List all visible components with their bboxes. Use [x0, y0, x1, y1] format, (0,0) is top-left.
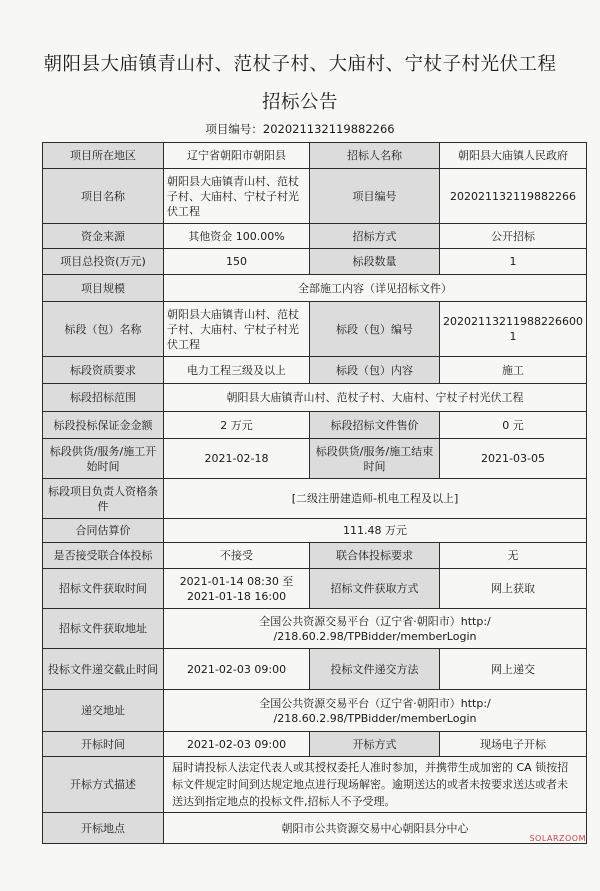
- cell-value: 全国公共资源交易平台（辽宁省·朝阳市）http:/ /218.60.2.98/TPBidder/memberLogin: [164, 690, 587, 732]
- cell-value: 1: [440, 249, 587, 275]
- cell-value: 施工: [440, 357, 587, 384]
- cell-label: 投标文件递交方法: [310, 649, 440, 690]
- cell-value: 0 元: [440, 412, 587, 439]
- cell-value: 其他资金 100.00%: [164, 224, 310, 249]
- cell-value: 202021132119882266001: [440, 302, 587, 357]
- cell-value: 2021-03-05: [440, 439, 587, 479]
- table-row: [43, 224, 587, 249]
- cell-value: 朝阳县大庙镇人民政府: [440, 143, 587, 169]
- watermark: SOLARZOOM: [529, 834, 586, 843]
- cell-label: 标段（包）内容: [310, 357, 440, 384]
- cell-label: 项目总投资(万元): [43, 249, 164, 275]
- cell-label: 项目所在地区: [43, 143, 164, 169]
- table-row: [43, 143, 587, 169]
- cell-value: 届时请投标人法定代表人或其授权委托人准时参加，并携带生成加密的 CA 锁按招标文件规定时间到达规定地点进行现场解密。逾期送达的或者未按要求送达或者未送达到指定地点的投标文件,招标人不予受理。: [164, 757, 587, 813]
- table-row: [43, 412, 587, 439]
- cell-value: 公开招标: [440, 224, 587, 249]
- cell-value: 辽宁省朝阳市朝阳县: [164, 143, 310, 169]
- cell-label: 标段招标范围: [43, 384, 164, 412]
- cell-label: 招标人名称: [310, 143, 440, 169]
- cell-value: 朝阳县大庙镇青山村、范杖子村、大庙村、宁杖子村光伏工程: [164, 169, 310, 224]
- cell-value: 朝阳市公共资源交易中心朝阳县分中心: [164, 813, 587, 844]
- cell-value: 不接受: [164, 543, 310, 569]
- cell-value: 电力工程三级及以上: [164, 357, 310, 384]
- table-row: [43, 169, 587, 224]
- cell-label: 招标文件获取时间: [43, 569, 164, 609]
- cell-value: 2021-01-14 08:30 至 2021-01-18 16:00: [164, 569, 310, 609]
- cell-value: 2021-02-18: [164, 439, 310, 479]
- cell-value: 朝阳县大庙镇青山村、范杖子村、大庙村、宁杖子村光伏工程: [164, 384, 587, 412]
- table-row: [43, 609, 587, 649]
- cell-value: 2 万元: [164, 412, 310, 439]
- cell-value: 2021-02-03 09:00: [164, 649, 310, 690]
- table-row: [43, 569, 587, 609]
- cell-label: 项目编号: [310, 169, 440, 224]
- cell-value: [二级注册建造师-机电工程及以上]: [164, 479, 587, 519]
- cell-value: 202021132119882266: [440, 169, 587, 224]
- table-row: [43, 543, 587, 569]
- cell-label: 开标时间: [43, 732, 164, 757]
- cell-label: 标段供货/服务/施工开始时间: [43, 439, 164, 479]
- cell-value: 无: [440, 543, 587, 569]
- cell-label: 资金来源: [43, 224, 164, 249]
- table-row: [43, 479, 587, 519]
- cell-label: 是否接受联合体投标: [43, 543, 164, 569]
- document-title: 朝阳县大庙镇青山村、范杖子村、大庙村、宁杖子村光伏工程: [43, 54, 557, 75]
- table-row: [43, 813, 587, 844]
- cell-label: 投标文件递交截止时间: [43, 649, 164, 690]
- cell-value: 111.48 万元: [164, 519, 587, 543]
- cell-label: 开标方式描述: [43, 757, 164, 813]
- table-row: [43, 249, 587, 275]
- cell-label: 标段供货/服务/施工结束时间: [310, 439, 440, 479]
- table-row: [43, 439, 587, 479]
- cell-label: 标段项目负责人资格条件: [43, 479, 164, 519]
- cell-value: 全部施工内容（详见招标文件）: [164, 275, 587, 302]
- cell-value: 朝阳县大庙镇青山村、范杖子村、大庙村、宁杖子村光伏工程: [164, 302, 310, 357]
- cell-value: 网上获取: [440, 569, 587, 609]
- cell-value: 网上递交: [440, 649, 587, 690]
- cell-value: 150: [164, 249, 310, 275]
- table-row: [43, 357, 587, 384]
- document-subtitle: 招标公告: [261, 92, 338, 113]
- table-row: [43, 384, 587, 412]
- cell-label: 项目名称: [43, 169, 164, 224]
- cell-label: 项目规模: [43, 275, 164, 302]
- cell-label: 招标文件获取地址: [43, 609, 164, 649]
- tender-info-table: [42, 142, 587, 844]
- cell-label: 标段数量: [310, 249, 440, 275]
- table-row: [43, 690, 587, 732]
- cell-label: 开标方式: [310, 732, 440, 757]
- cell-label: 标段投标保证金金额: [43, 412, 164, 439]
- cell-label: 标段招标文件售价: [310, 412, 440, 439]
- table-row: [43, 275, 587, 302]
- cell-label: 标段（包）编号: [310, 302, 440, 357]
- cell-label: 标段资质要求: [43, 357, 164, 384]
- project-code-line: 项目编号：202021132119882266: [205, 122, 395, 136]
- cell-label: 开标地点: [43, 813, 164, 844]
- cell-label: 联合体投标要求: [310, 543, 440, 569]
- cell-value: 2021-02-03 09:00: [164, 732, 310, 757]
- table-row: [43, 649, 587, 690]
- cell-label: 合同估算价: [43, 519, 164, 543]
- table-row: [43, 302, 587, 357]
- table-row: [43, 732, 587, 757]
- cell-label: 招标方式: [310, 224, 440, 249]
- cell-label: 招标文件获取方式: [310, 569, 440, 609]
- table-row: [43, 519, 587, 543]
- cell-label: 标段（包）名称: [43, 302, 164, 357]
- cell-value: 现场电子开标: [440, 732, 587, 757]
- cell-value: 全国公共资源交易平台（辽宁省·朝阳市）http:/ /218.60.2.98/TPBidder/memberLogin: [164, 609, 587, 649]
- cell-label: 递交地址: [43, 690, 164, 732]
- table-row: [43, 757, 587, 813]
